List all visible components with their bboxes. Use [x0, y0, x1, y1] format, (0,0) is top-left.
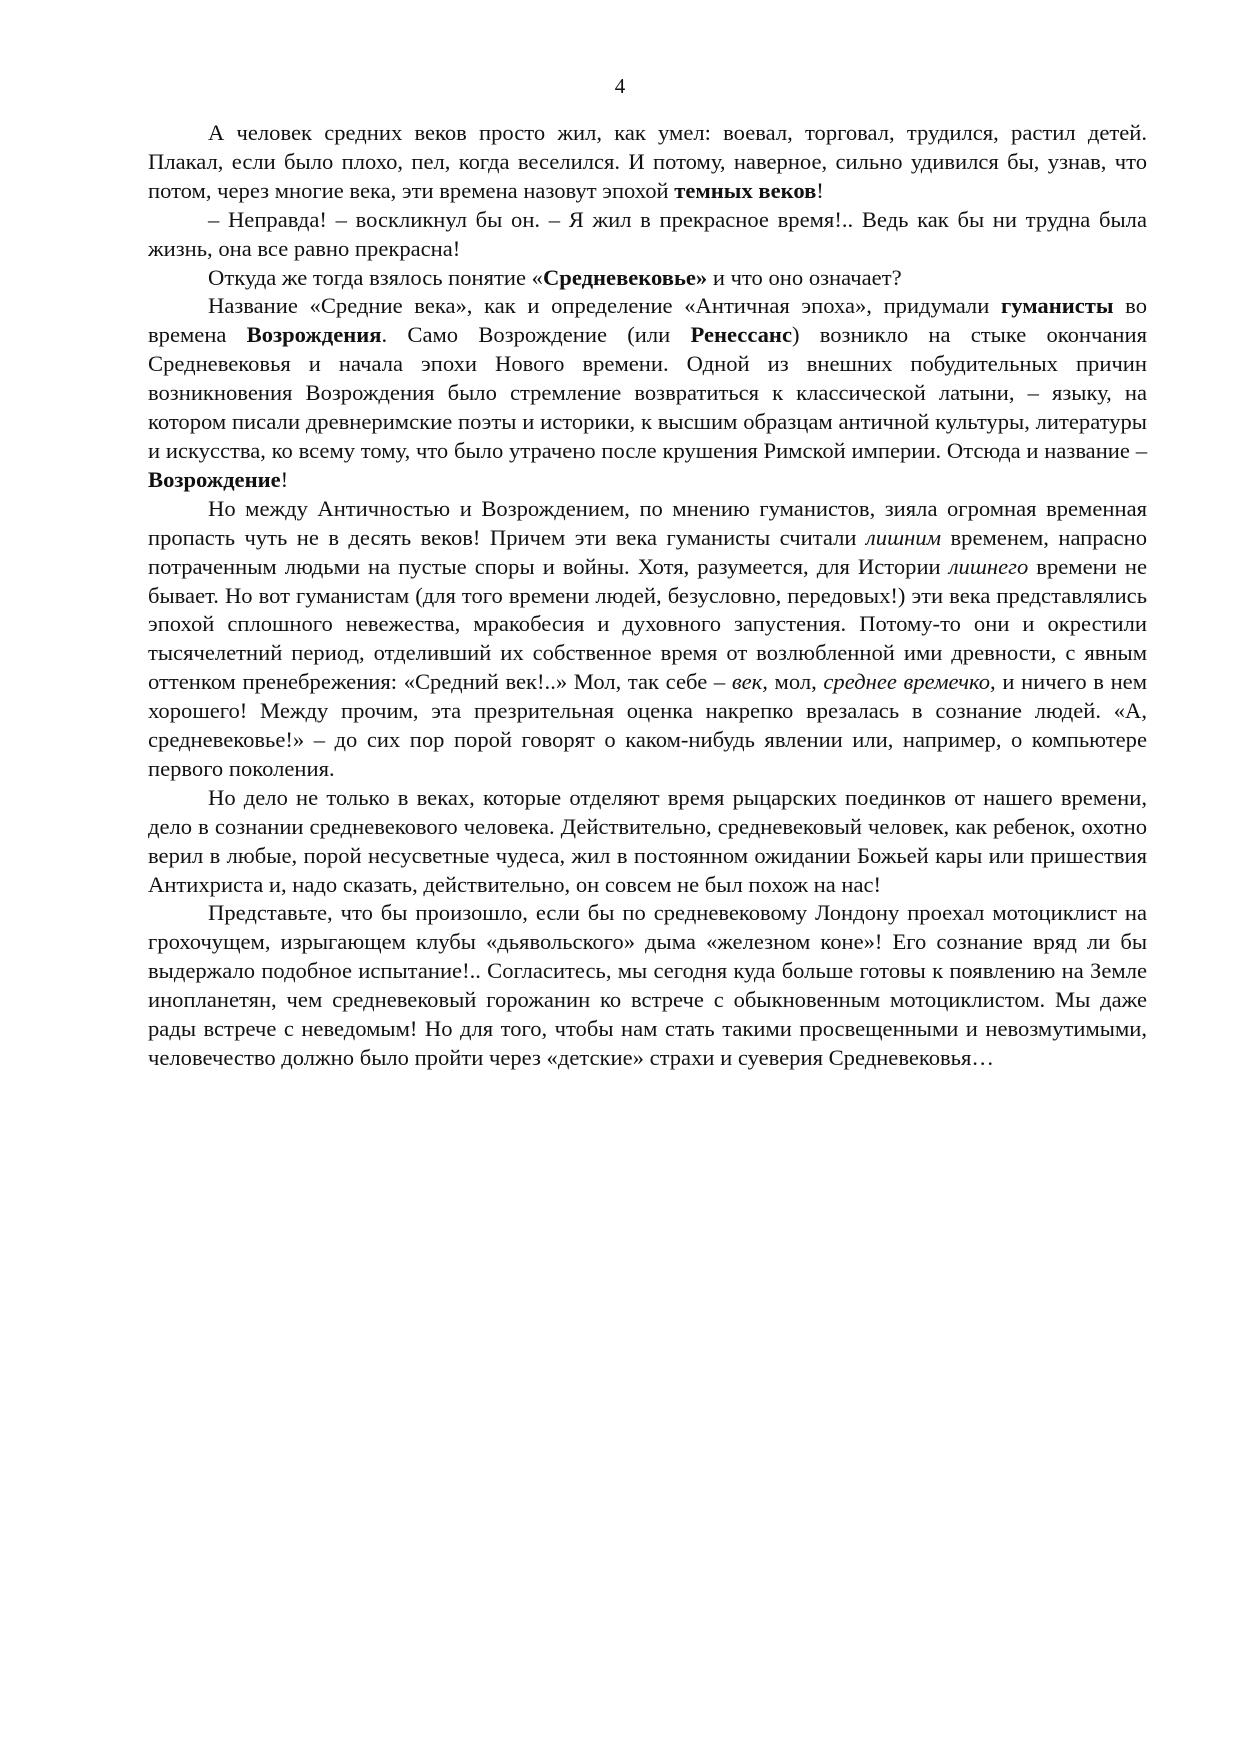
text-run: во времена	[148, 293, 1147, 348]
text-run: и что оно означает?	[707, 264, 902, 290]
paragraph	[148, 495, 1147, 784]
bold-term: Ренессанс	[690, 322, 792, 348]
page-number: 4	[614, 74, 626, 98]
bold-term: Возрождения	[246, 322, 382, 348]
paragraph	[148, 264, 1147, 293]
bold-term: Средневековье»	[542, 264, 708, 290]
text-run: Название «Средние века», как и определение «Античная эпоха», придумали	[208, 293, 1001, 319]
text-run: – Неправда! – воскликнул бы он. – Я жил в прекрасное время!.. Ведь как бы ни трудна была жизнь, она все равно прекрасна!	[148, 206, 1147, 261]
paragraph	[148, 899, 1147, 1072]
text-run: временем, напрасно потраченным людьми на пустые споры и войны. Хотя, разумеется, для Истории	[148, 524, 1148, 579]
text-run: , и ничего в нем хорошего! Между прочим, эта презрительная оценка накрепко врезалась в сознание людей. «А, средневековье!» – до сих пор порой говорят о каком-нибудь явлении или, например, о компьютере первого поколения.	[148, 669, 1148, 781]
text-run: ) возникло на стыке окончания Средневековья и начала эпохи Нового времени. Одной из внешних побудительных причин возникновения Возрождения было стремление возвратиться к классической латыни, – языку, на котором писали древнеримские поэты и историки, к высшим образцам античной культуры, литературы и искусства, ко всему тому, что было утрачено после крушения Римской империи. Отсюда и название –	[148, 322, 1147, 463]
italic-term: лишним	[865, 524, 942, 550]
text-run: . Само Возрождение (или	[381, 322, 691, 348]
text-run: !	[816, 177, 824, 203]
paragraph	[148, 119, 1147, 206]
italic-term: среднее времечко	[823, 669, 991, 695]
text-run: !	[280, 466, 289, 492]
bold-term: гуманисты	[1000, 293, 1114, 319]
text-run: Но дело не только в веках, которые отделяют время рыцарских поединков от нашего времени, дело в сознании средневекового человека. Действительно, средневековый человек, как ребенок, охотно верил в любые, порой несусветные чудеса, жил в постоянном ожидании Божьей кары или пришествия Антихриста и, надо сказать, действительно, он совсем не был похож на нас!	[148, 784, 1147, 897]
italic-term: лишнего	[948, 553, 1029, 579]
text-run: А человек средних веков просто жил, как умел: воевал, торговал, трудился, растил детей. Плакал, если было плохо, пел, когда веселился. И потому, наверное, сильно удивился бы, узнав, что потом, через многие века, эти времена назовут эпохой	[148, 120, 1147, 203]
text-run: времени не бывает. Но вот гуманистам (для того времени людей, безусловно, передовых!) эти века представлялись эпохой сплошного невежества, мракобесия и духовного запустения. Потому-то они и окрестили тысячелетний период, отделивший их собственное время от возлюбленной ими древности, с явным оттенком пренебрежения: «Средний век!..» Мол, так себе –	[148, 553, 1147, 695]
italic-term: век,	[731, 669, 768, 695]
text-run: Представьте, что бы произошло, если бы по средневековому Лондону проехал мотоциклист на грохочущем, изрыгающем клубы «дьявольского» дыма «железном коне»! Его сознание вряд ли бы выдержало подобное испытание!.. Согласитесь, мы сегодня куда больше готовы к появлению на Земле инопланетян, чем средневековый горожанин ко встрече с обыкновенным мотоциклистом. Мы даже рады встрече с неведомым! Но для того, чтобы нам стать такими просвещенными и невозмутимыми, человечество должно было пройти через «детские» страхи и суеверия Средневековья…	[148, 900, 1147, 1070]
paragraph	[148, 292, 1147, 494]
text-run: Откуда же тогда взялось понятие «	[208, 264, 543, 290]
text-run: Но между Античностью и Возрождением, по мнению гуманистов, зияла огромная временная пропасть чуть не в десять веков! Причем эти века гуманисты считали	[148, 495, 1147, 550]
paragraph	[148, 206, 1147, 264]
text-run: мол,	[767, 669, 824, 695]
paragraph	[148, 784, 1147, 900]
bold-term: темных веков	[674, 177, 817, 203]
text-body	[148, 119, 1147, 1073]
bold-term: Возрождение	[148, 466, 281, 492]
